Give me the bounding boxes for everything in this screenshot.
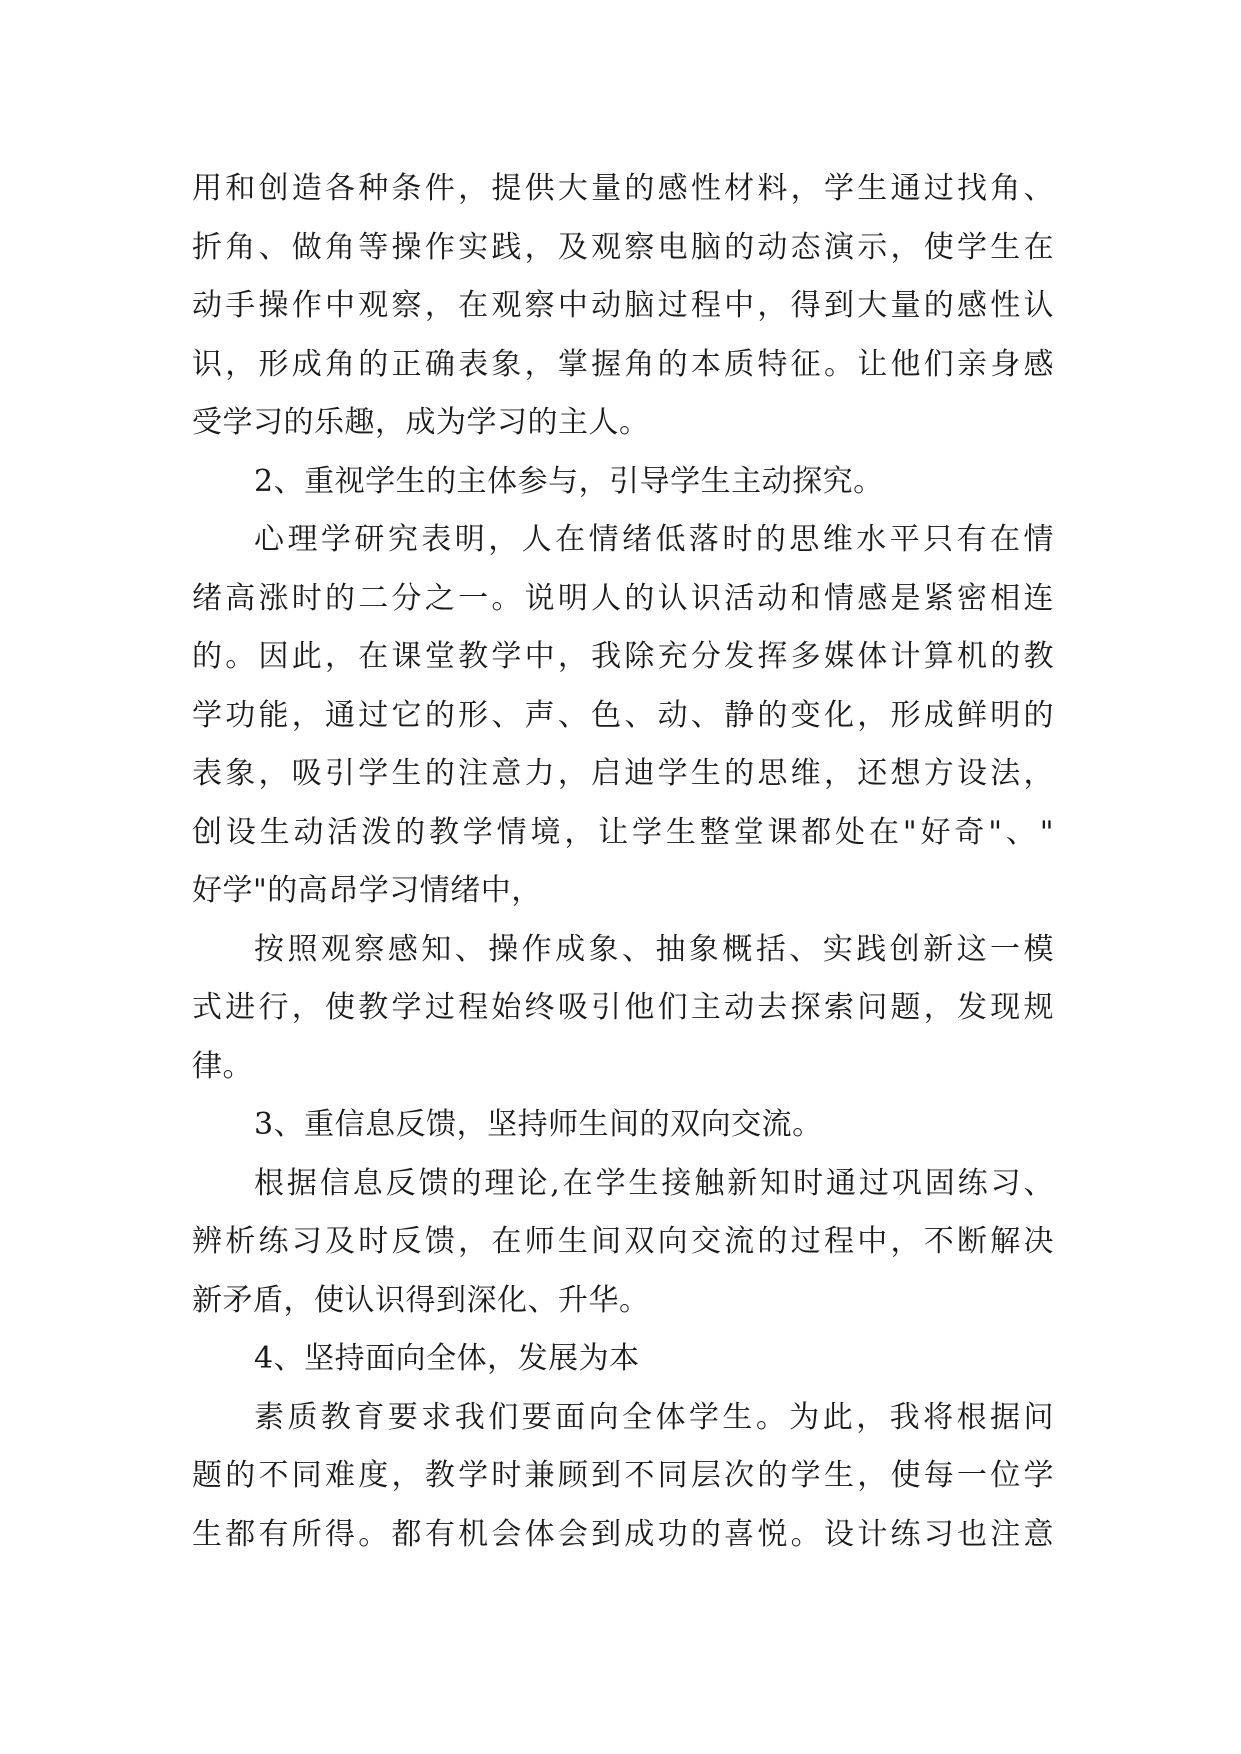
text-line: 题的不同难度，教学时兼顾到不同层次的学生，使每一位学 — [192, 1458, 1054, 1493]
document-body — [192, 160, 1054, 1564]
section-heading: 4、坚持面向全体，发展为本 — [254, 1341, 640, 1376]
text-line: 好学"的高昂学习情绪中， — [192, 873, 542, 908]
text-line: 学功能，通过它的形、声、色、动、静的变化，形成鲜明的 — [192, 697, 1054, 733]
text-line: 辨析练习及时反馈，在师生间双向交流的过程中，不断解决 — [192, 1224, 1054, 1259]
text-line: 按照观察感知、操作成象、抽象概括、实践创新这一模 — [254, 931, 1054, 967]
text-line: 新矛盾，使认识得到深化、升华。 — [192, 1282, 650, 1318]
text-line: 识，形成角的正确表象，掌握角的本质特征。让他们亲身感 — [192, 346, 1054, 382]
text-line: 用和创造各种条件，提供大量的感性材料，学生通过找角、 — [192, 171, 1054, 206]
text-line: 折角、做角等操作实践，及观察电脑的动态演示，使学生在 — [192, 229, 1054, 265]
text-line: 根据信息反馈的理论,在学生接触新知时通过巩固练习、 — [254, 1165, 1054, 1201]
text-line: 生都有所得。都有机会体会到成功的喜悦。设计练习也注意 — [192, 1516, 1054, 1552]
section-heading: 2、重视学生的主体参与，引导学生主动探究。 — [254, 463, 884, 499]
text-line: 表象，吸引学生的注意力，启迪学生的思维，还想方设法， — [192, 756, 1054, 791]
text-line: 动手操作中观察，在观察中动脑过程中，得到大量的感性认 — [192, 288, 1054, 323]
text-line: 式进行，使教学过程始终吸引他们主动去探索问题，发现规 — [192, 990, 1054, 1025]
text-line: 心理学研究表明，人在情绪低落时的思维水平只有在情 — [254, 522, 1054, 557]
text-line: 受学习的乐趣，成为学习的主人。 — [192, 405, 650, 440]
text-line: 绪高涨时的二分之一。说明人的认识活动和情感是紧密相连 — [192, 580, 1054, 616]
text-line: 创设生动活泼的教学情境，让学生整堂课都处在"好奇"、" — [192, 814, 1054, 850]
text-line: 的。因此，在课堂教学中，我除充分发挥多媒体计算机的教 — [192, 639, 1054, 674]
section-heading: 3、重信息反馈，坚持师生间的双向交流。 — [254, 1107, 823, 1142]
text-line: 素质教育要求我们要面向全体学生。为此，我将根据问 — [254, 1399, 1054, 1435]
text-line: 律。 — [192, 1048, 253, 1084]
